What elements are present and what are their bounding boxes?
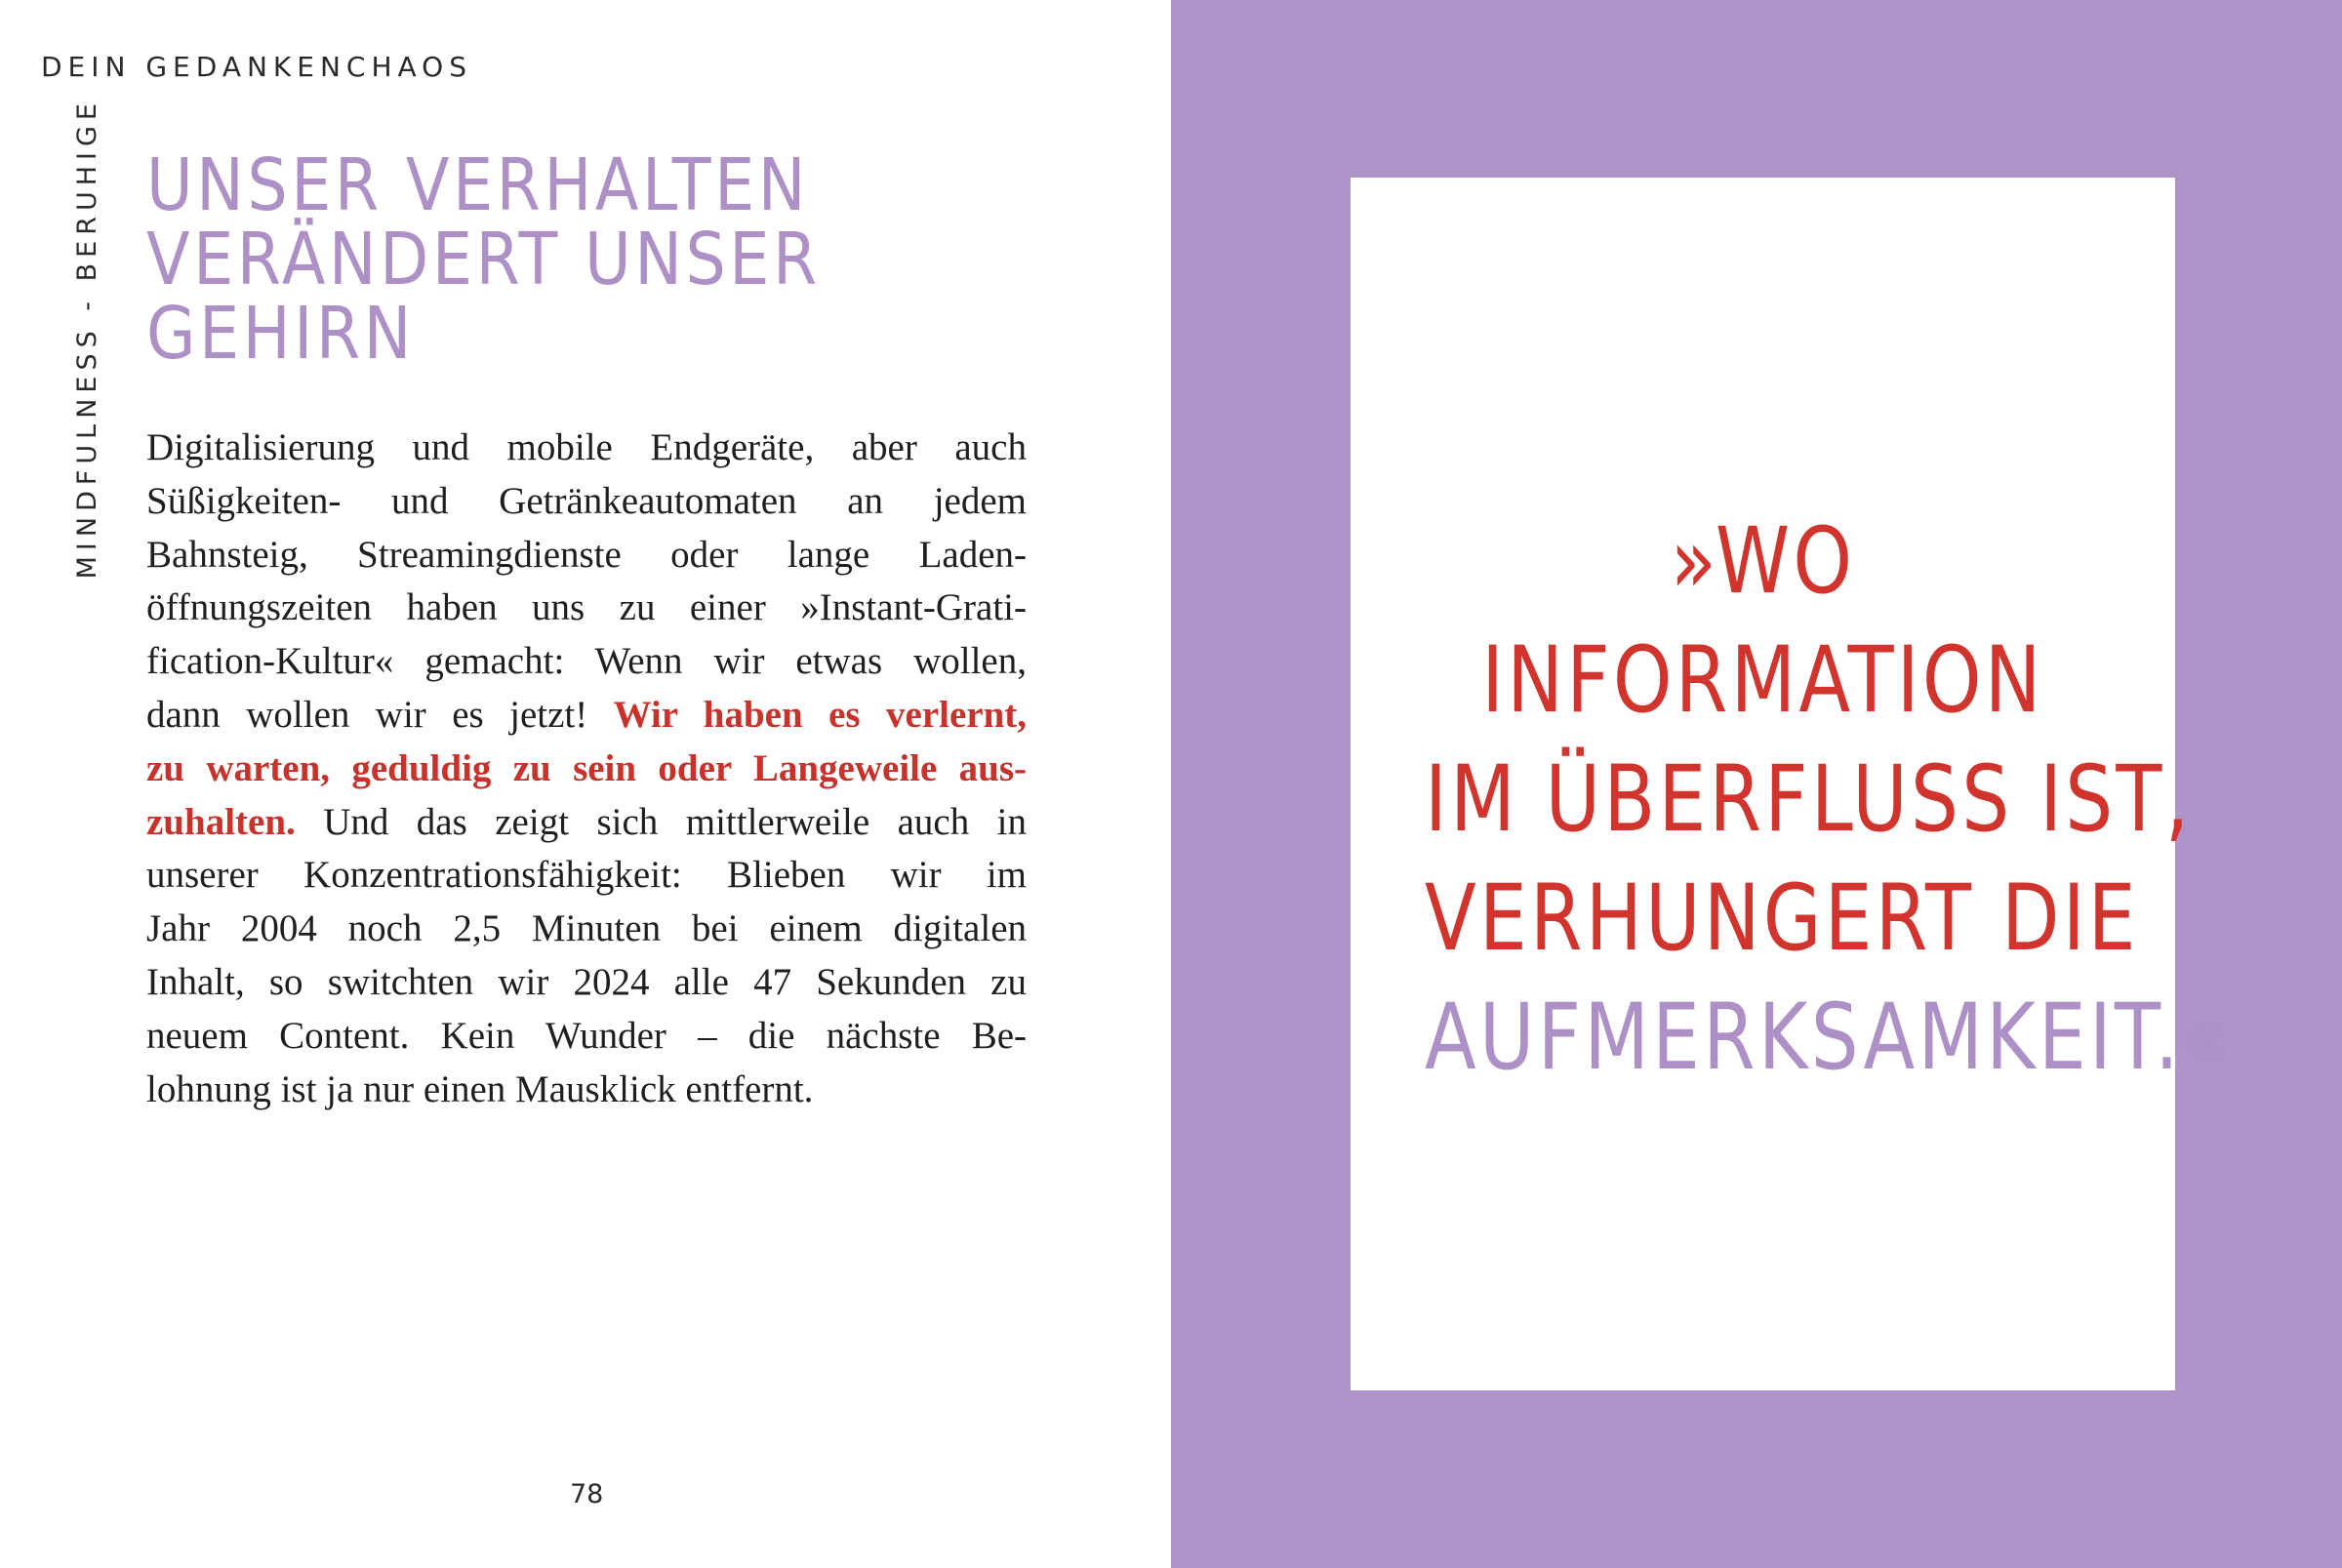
body-line: Inhalt, so switchten wir 2024 alle 47 Sekunden zu (146, 960, 1027, 1003)
side-chapter-label: MINDFULNESS - BERUHIGE (72, 98, 102, 580)
headline-line: UNSER VERHALTEN (146, 143, 810, 227)
right-page (1171, 0, 2342, 1568)
headline-line: GEHIRN (146, 292, 415, 376)
headline-line: VERÄNDERT UNSER (146, 218, 821, 302)
chapter-headline (146, 143, 919, 376)
emphasis-text: zuhalten. (146, 800, 296, 843)
body-line: Bahnsteig, Streamingdienste oder lange Laden- (146, 533, 1027, 576)
running-head: DEIN GEDANKENCHAOS (41, 51, 472, 83)
body-line: fication-Kultur« gemacht: Wenn wir etwas wollen, (146, 640, 1027, 683)
page-number: 78 (570, 1479, 604, 1509)
emphasis-text: Wir haben es verlernt, (613, 693, 1028, 736)
quote-line: »WO (1670, 508, 1856, 615)
body-line: öffnungszeiten haben uns zu einer »Instant-Grati- (146, 586, 1027, 629)
body-line: Jahr 2004 noch 2,5 Minuten bei einem digitalen (146, 907, 1027, 950)
pull-quote (1351, 503, 2232, 1098)
emphasis-text: zu warten, geduldig zu sein oder Langeweile aus- (146, 746, 1027, 789)
quote-card (1351, 178, 2232, 1390)
quote-line: IM ÜBERFLUSS IST, (1425, 746, 2193, 853)
body-paragraph (146, 422, 1027, 1116)
body-line: neuem Content. Kein Wunder – die nächste Be- (146, 1014, 1027, 1057)
body-line: Süßigkeiten- und Getränkeautomaten an jedem (146, 479, 1027, 522)
quote-line: INFORMATION (1481, 627, 2044, 734)
body-line: zuhalten. Und das zeigt sich mittlerweile auch in (146, 800, 1027, 843)
body-line: unserer Konzentrationsfähigkeit: Blieben wir im (146, 854, 1027, 897)
quote-line: VERHUNGERT DIE (1425, 865, 2139, 972)
body-line (146, 743, 1027, 796)
body-line: lohnung ist ja nur einen Mausklick entfernt. (146, 1067, 814, 1110)
body-line: dann wollen wir es jetzt! Wir haben es verlernt, (146, 693, 1028, 736)
quote-line-emphasis: AUFMERKSAMKEIT.« (1425, 985, 2232, 1091)
body-line: Digitalisierung und mobile Endgeräte, aber auch (146, 426, 1027, 468)
